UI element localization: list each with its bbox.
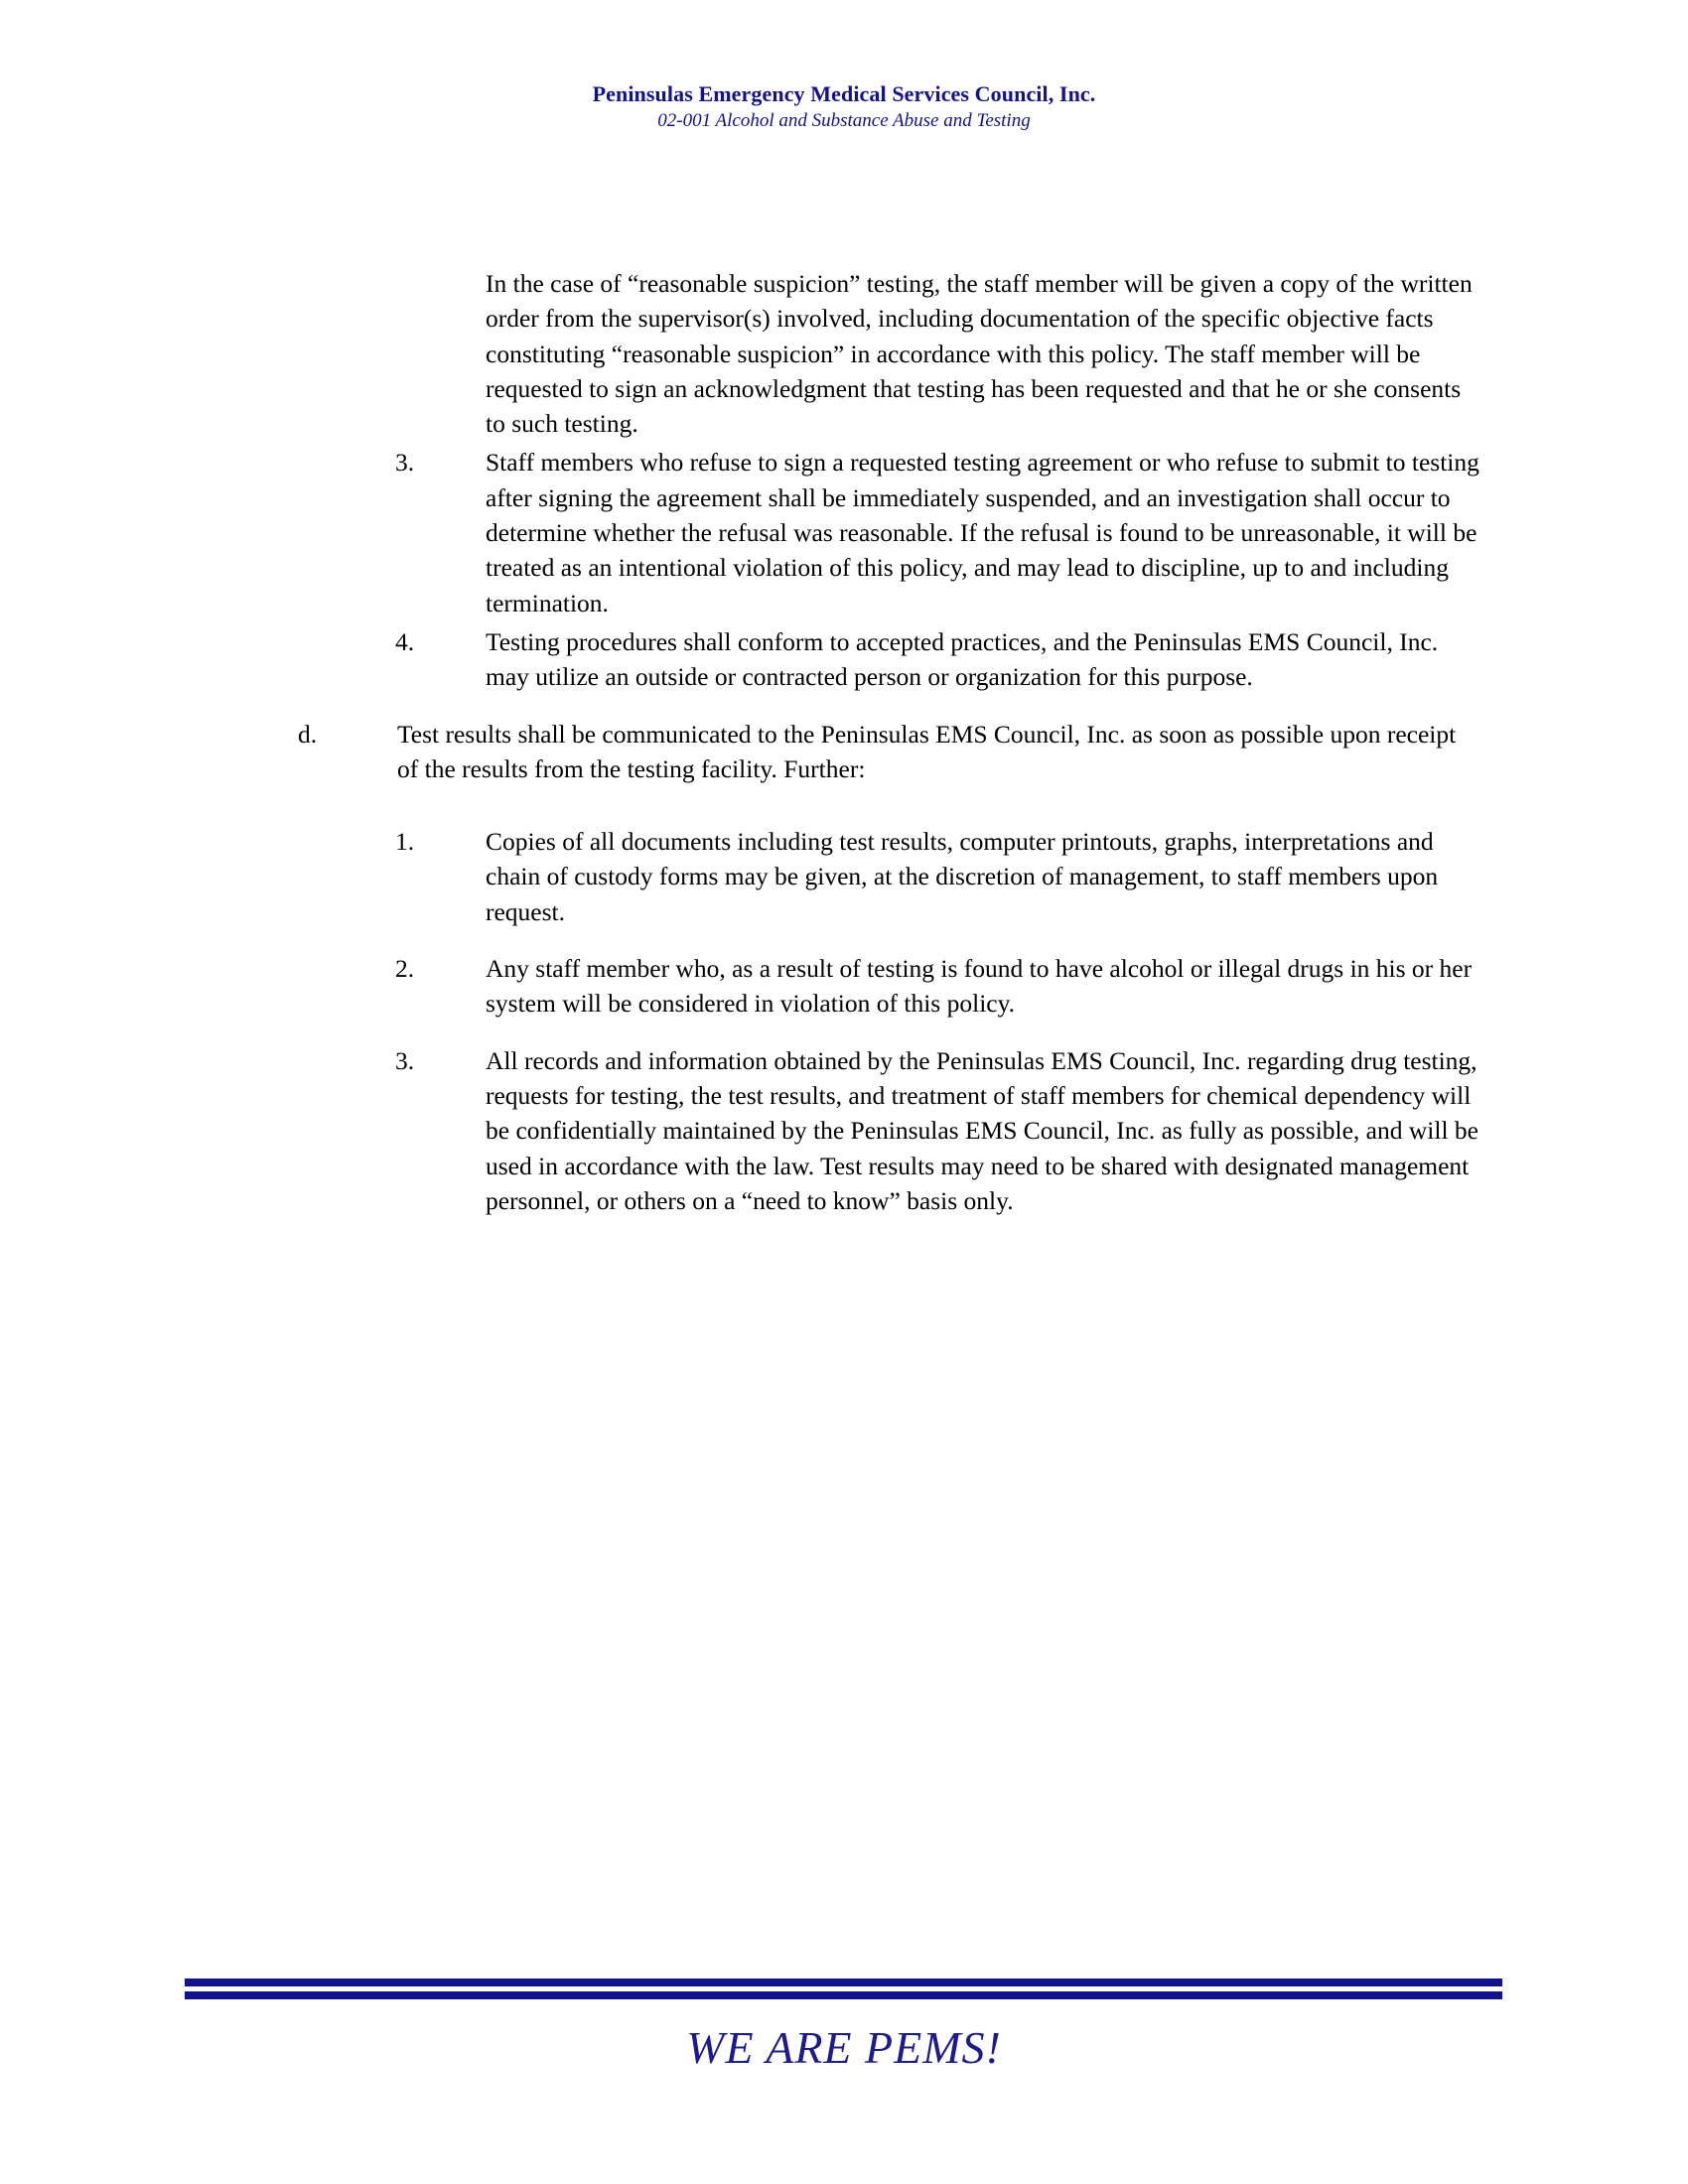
footer-rule-bottom xyxy=(185,1991,1502,1999)
list-item-marker: 4. xyxy=(395,626,415,656)
list-item-text: All records and information obtained by the Peninsulas EMS Council, Inc. regarding drug testing, requests for testing, the test results, and treatment of staff members for chemical dependency will be confidentially maintained by the Peninsulas EMS Council, Inc. as fully as possible, and will be used in accordance with the law. Test results may need to be shared with designated management personnel, or others on a “need to know” basis only. xyxy=(486,1045,1478,1215)
section-item-text: Test results shall be communicated to the Peninsulas EMS Council, Inc. as soon as possible upon receipt of the results from the testing facility. Further: xyxy=(397,719,1457,783)
list-item-marker: 2. xyxy=(395,954,415,984)
section-item-d xyxy=(298,717,1479,787)
list-item xyxy=(395,824,1479,929)
list-item xyxy=(395,951,1479,1022)
list-item xyxy=(395,445,1479,619)
footer-divider xyxy=(185,1979,1502,1999)
footer-rule-top xyxy=(185,1979,1502,1986)
list-item xyxy=(395,624,1479,695)
continuation-paragraph: In the case of “reasonable suspicion” testing, the staff member will be given a copy of the written order from the supervisor(s) involved, including documentation of the specific objective facts constituting “reasonable suspicion” in accordance with this policy. The staff member will be requested to sign an acknowledgment that testing has been requested and that he or she consents to such testing. xyxy=(486,269,1473,439)
list-item-marker: 3. xyxy=(395,448,415,478)
document-footer xyxy=(0,1979,1688,2074)
list-item-marker: 1. xyxy=(395,827,415,857)
document-body xyxy=(0,266,1688,1218)
list-item-text: Staff members who refuse to sign a requested testing agreement or who refuse to submit to testing after signing the agreement shall be immediately suspended, and an investigation shall occur to determine whether the refusal was reasonable. If the refusal is found to be unreasonable, it will be treated as an intentional violation of this policy, and may lead to discipline, up to and including termination. xyxy=(486,448,1479,617)
list-item-text: Testing procedures shall conform to accepted practices, and the Peninsulas EMS Council, Inc. may utilize an outside or contracted person or organization for this purpose. xyxy=(486,626,1439,692)
organization-name: Peninsulas Emergency Medical Services Council, Inc. xyxy=(592,81,1096,106)
footer-slogan: WE ARE PEMS! xyxy=(686,2022,1002,2073)
document-subtitle: 02-001 Alcohol and Substance Abuse and Testing xyxy=(657,110,1031,132)
list-item-text: Any staff member who, as a result of testing is found to have alcohol or illegal drugs in his or her system will be considered in violation of this policy. xyxy=(486,954,1473,1019)
document-header xyxy=(0,81,1688,132)
list-item-marker: 3. xyxy=(395,1045,415,1075)
list-item-text: Copies of all documents including test results, computer printouts, graphs, interpretations and chain of custody forms may be given, at the discretion of management, to staff members upon request. xyxy=(486,827,1439,926)
list-item xyxy=(395,1043,1479,1218)
section-item-marker: d. xyxy=(298,719,318,749)
